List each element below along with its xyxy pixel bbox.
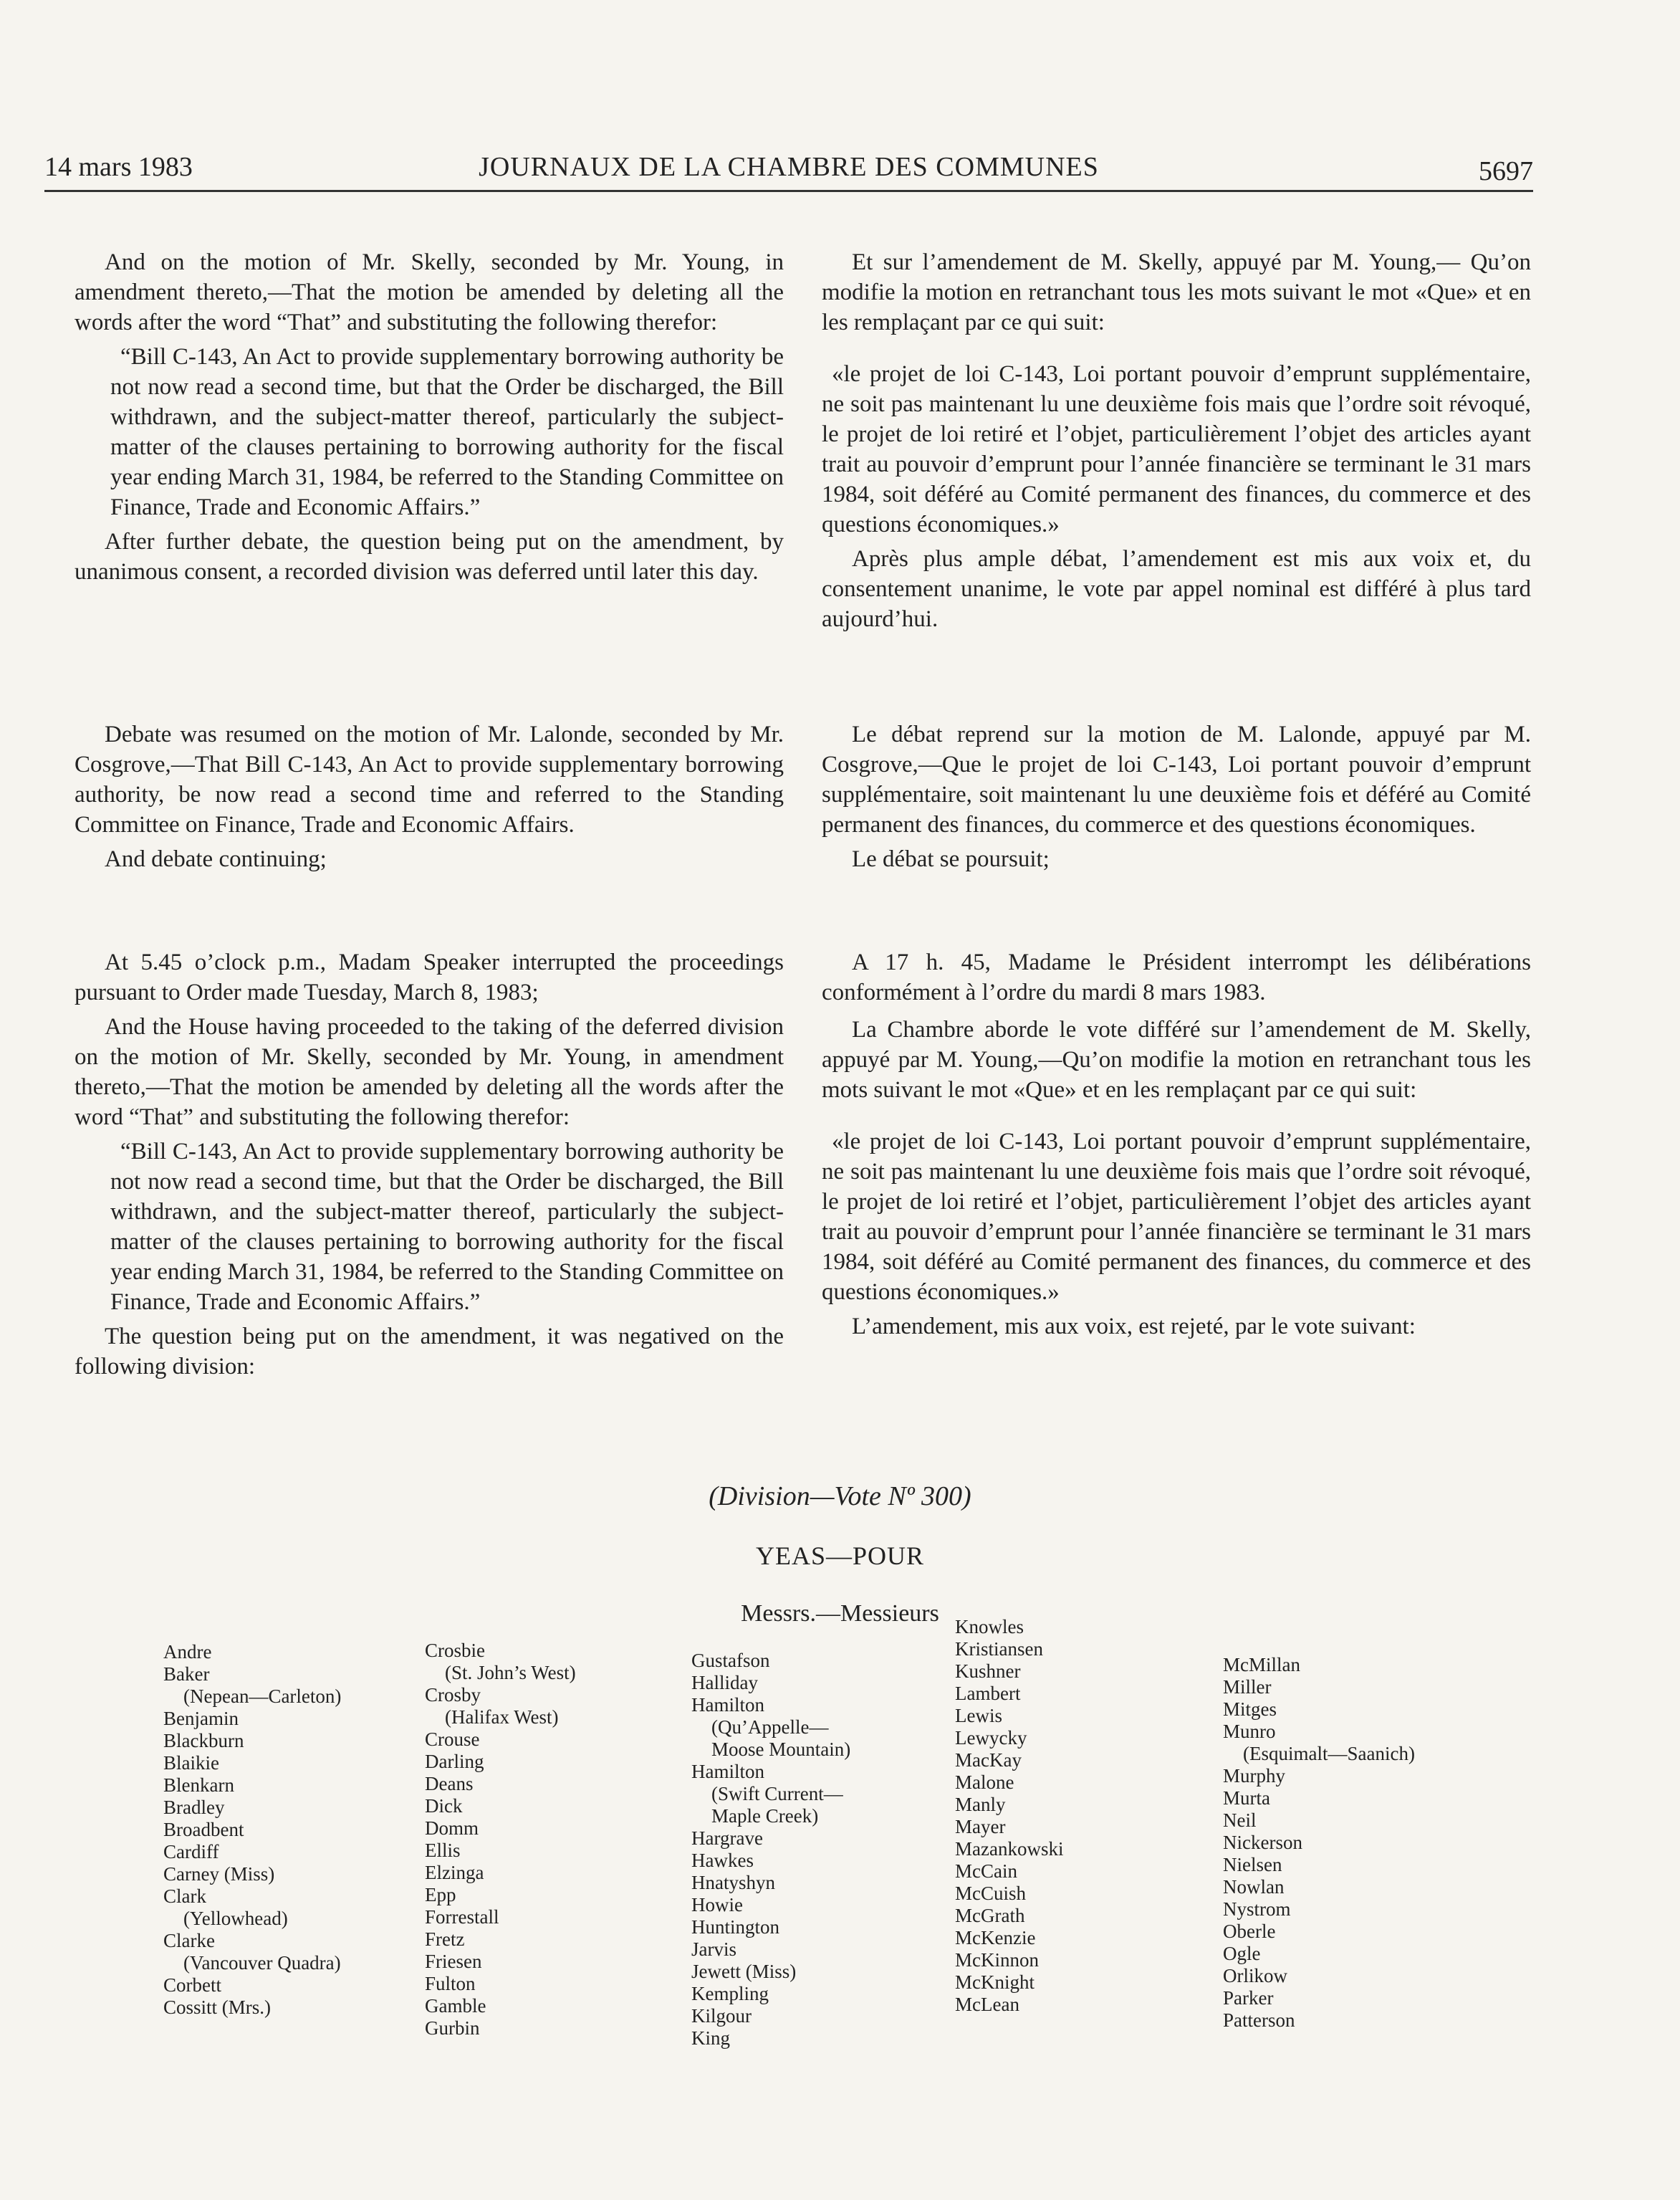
member-name: Kilgour [691,2005,752,2027]
member-name: Corbett [163,1974,221,1996]
member-name: McCain [955,1860,1017,1882]
member-name: Kristiansen [955,1638,1043,1660]
member-name: Andre [163,1641,212,1663]
member-name: Nowlan [1223,1876,1285,1898]
member-name: King [691,2027,730,2049]
member-name: McMillan [1223,1654,1300,1675]
french-quote: «le projet de loi C-143, Loi portant pouvoir d’emprunt supplémentaire, ne soit pas maintenant lu une deuxième fois mais que l’ordre soit révoqué, le projet de loi retiré et l’objet, particulièrement l’objet des articles ayant trait au pouvoir d’emprunt pour l’année financière se terminant le 31 mars 1984, soit déféré au Comité permanent des finances, du commerce et des questions économiques.» [822,1129,1531,1305]
french-paragraph: A 17 h. 45, Madame le Président interrompt les délibérations conformément à l’ordre du mardi 8 mars 1983. [822,950,1531,1005]
member-name: Lewis [955,1705,1002,1726]
english-paragraph: After further debate, the question being put on the amendment, by unanimous consent, a recorded division was deferred until later this day. [75,529,784,585]
names-column-3 [691,1650,850,2050]
member-name: Mayer [955,1816,1006,1837]
member-name: (Halifax West) [445,1706,559,1728]
member-name: Huntington [691,1916,780,1938]
member-name: Blaikie [163,1752,219,1774]
member-name: Hamilton [691,1761,764,1782]
member-name: Darling [425,1751,484,1772]
member-name: Lewycky [955,1727,1027,1749]
member-name: Kushner [955,1660,1021,1682]
english-paragraph: The question being put on the amendment, it was negatived on the following division: [75,1324,784,1379]
member-name: Gurbin [425,2017,480,2039]
english-quote: “Bill C-143, An Act to provide supplementary borrowing authority be not now read a second time, but that the Order be discharged, the Bill withdrawn, and the subject-matter thereof, particularly the subject-matter of the clauses pertaining to borrowing authority for the fiscal year ending March 31, 1984, be referred to the Standing Committee on Finance, Trade and Economic Affairs.” [110,1139,784,1315]
member-name: (Qu’Appelle— [711,1716,829,1738]
member-name: Nickerson [1223,1832,1302,1853]
member-name: (Vancouver Quadra) [183,1952,341,1974]
french-block-1 [822,247,1531,634]
english-paragraph: Debate was resumed on the motion of Mr. Lalonde, seconded by Mr. Cosgrove,—That Bill C-143, An Act to provide supplementary borrowing authority, be now read a second time and referred to the Standing Committee on Finance, Trade and Economic Affairs. [75,722,784,838]
member-name: Ellis [425,1840,461,1861]
member-name: Nystrom [1223,1898,1291,1920]
member-name: Crosby [425,1684,481,1706]
french-paragraph: L’amendement, mis aux voix, est rejeté, par le vote suivant: [852,1314,1416,1339]
member-name: Neil [1223,1809,1257,1831]
header-page-number: 5697 [1479,156,1533,186]
member-name: Jewett (Miss) [691,1961,797,1982]
member-name: Gustafson [691,1650,770,1671]
yeas-heading: YEAS—POUR [755,1541,925,1570]
member-name: (Nepean—Carleton) [183,1685,342,1707]
names-column-2 [425,1640,576,2039]
french-paragraph: Le débat se poursuit; [852,846,1050,872]
member-name: Blackburn [163,1730,244,1751]
member-name: Mitges [1223,1698,1277,1720]
french-paragraph: Après plus ample débat, l’amendement est mis aux voix et, du consentement unanime, le vote par appel nominal est différé à plus tard aujourd’hui. [822,546,1531,632]
french-quote: «le projet de loi C-143, Loi portant pouvoir d’emprunt supplémentaire, ne soit pas maintenant lu une deuxième fois mais que l’ordre soit révoqué, le projet de loi retiré et l’objet, particulièrement l’objet des articles ayant trait au pouvoir d’emprunt pour l’année financière se terminant le 31 mars 1984, soit déféré au Comité permanent des finances, du commerce et des questions économiques.» [822,361,1531,537]
member-name: (Yellowhead) [183,1908,288,1929]
messrs-heading: Messrs.—Messieurs [741,1600,939,1627]
member-name: McKnight [955,1971,1035,1993]
member-name: Broadbent [163,1819,244,1840]
member-name: Cossitt (Mrs.) [163,1996,272,2018]
member-name: McLean [955,1994,1019,2015]
member-name: Kempling [691,1983,769,2004]
member-name: Blenkarn [163,1774,234,1796]
member-name: Maple Creek) [711,1805,819,1827]
english-paragraph: And on the motion of Mr. Skelly, seconded by Mr. Young, in amendment thereto,—That the motion be amended by deleting all the words after the word “That” and substituting the following therefor: [75,249,784,335]
english-block-3 [75,947,784,1382]
member-name: Gamble [425,1995,486,2017]
french-paragraph: La Chambre aborde le vote différé sur l’amendement de M. Skelly, appuyé par M. Young,—Qu’on modifie la motion en retranchant tous les mots suivant le mot «Que» et en les remplaçant par ce qui suit: [822,1017,1531,1103]
names-column-1 [163,1641,341,2019]
member-name: Crosbie [425,1640,485,1661]
english-paragraph: And debate continuing; [105,846,327,872]
member-name: MacKay [955,1749,1022,1771]
member-name: Hargrave [691,1827,763,1849]
english-block-2 [75,719,784,874]
member-name: Murphy [1223,1765,1285,1787]
french-paragraph: Le débat reprend sur la motion de M. Lalonde, appuyé par M. Cosgrove,—Que le projet de loi C-143, Loi portant pouvoir d’emprunt supplémentaire, soit maintenant lu une deuxième fois et déféré au Comité permanent des finances, du commerce et des questions économiques. [822,722,1531,838]
member-name: Fretz [425,1928,465,1950]
member-name: Clark [163,1885,206,1907]
member-name: Epp [425,1884,456,1905]
names-column-4 [955,1616,1063,2016]
member-name: Ogle [1223,1943,1261,1964]
member-name: Halliday [691,1672,758,1693]
member-name: Crouse [425,1728,480,1750]
french-block-2 [822,719,1531,874]
member-name: Domm [425,1817,479,1839]
page-header [44,147,1533,192]
member-name: (Esquimalt—Saanich) [1243,1743,1415,1764]
member-name: Cardiff [163,1841,219,1862]
english-block-1 [75,247,784,587]
member-name: Deans [425,1773,474,1794]
member-name: Oberle [1223,1921,1276,1942]
member-name: Fulton [425,1973,476,1994]
member-name: Howie [691,1894,743,1916]
member-name: Carney (Miss) [163,1863,275,1885]
member-name: Hnatyshyn [691,1872,775,1893]
member-name: Hamilton [691,1694,764,1716]
member-name: (St. John’s West) [445,1662,576,1683]
division-title: (Division—Vote Nº 300) [709,1481,971,1511]
english-paragraph: At 5.45 o’clock p.m., Madam Speaker interrupted the proceedings pursuant to Order made Tuesday, March 8, 1983; [75,950,784,1005]
member-name: Nielsen [1223,1854,1282,1875]
member-name: Jarvis [691,1938,736,1960]
member-name: Orlikow [1223,1965,1287,1986]
french-block-3 [822,947,1531,1341]
member-name: Murta [1223,1787,1270,1809]
member-name: Parker [1223,1987,1274,2009]
member-name: Malone [955,1771,1014,1793]
member-name: Elzinga [425,1862,484,1883]
member-name: (Swift Current— [711,1783,843,1804]
member-name: McKinnon [955,1949,1039,1971]
member-name: Mazankowski [955,1838,1064,1860]
member-name: Baker [163,1663,210,1685]
member-name: Bradley [163,1797,225,1818]
member-name: Benjamin [163,1708,239,1729]
english-quote: “Bill C-143, An Act to provide supplementary borrowing authority be not now read a second time, but that the Order be discharged, the Bill withdrawn, and the subject-matter thereof, particularly the subject-matter of the clauses pertaining to borrowing authority for the fiscal year ending March 31, 1984, be referred to the Standing Committee on Finance, Trade and Economic Affairs.” [110,344,784,520]
member-name: Friesen [425,1951,482,1972]
member-name: Forrestall [425,1906,499,1928]
member-name: Patterson [1223,2009,1295,2031]
member-name: Miller [1223,1676,1272,1698]
header-date: 14 mars 1983 [44,152,193,182]
member-name: Moose Mountain) [711,1739,851,1760]
member-name: Manly [955,1794,1006,1815]
member-name: Munro [1223,1721,1276,1742]
member-name: McCuish [955,1883,1027,1904]
french-paragraph: Et sur l’amendement de M. Skelly, appuyé par M. Young,— Qu’on modifie la motion en retranchant tous les mots suivant le mot «Que» et en les remplaçant par ce qui suit: [822,249,1531,335]
member-name: Dick [425,1795,463,1817]
member-name: McKenzie [955,1927,1036,1948]
member-name: Clarke [163,1930,215,1951]
member-name: Hawkes [691,1850,754,1871]
names-column-5 [1223,1654,1415,2032]
header-title: JOURNAUX DE LA CHAMBRE DES COMMUNES [479,152,1099,182]
member-name: McGrath [955,1905,1025,1926]
member-name: Knowles [955,1616,1024,1637]
member-name: Lambert [955,1683,1021,1704]
english-paragraph: And the House having proceeded to the taking of the deferred division on the motion of Mr. Skelly, seconded by Mr. Young, in amendment thereto,—That the motion be amended by deleting all the words after the word “That” and substituting the following therefor: [75,1014,784,1130]
